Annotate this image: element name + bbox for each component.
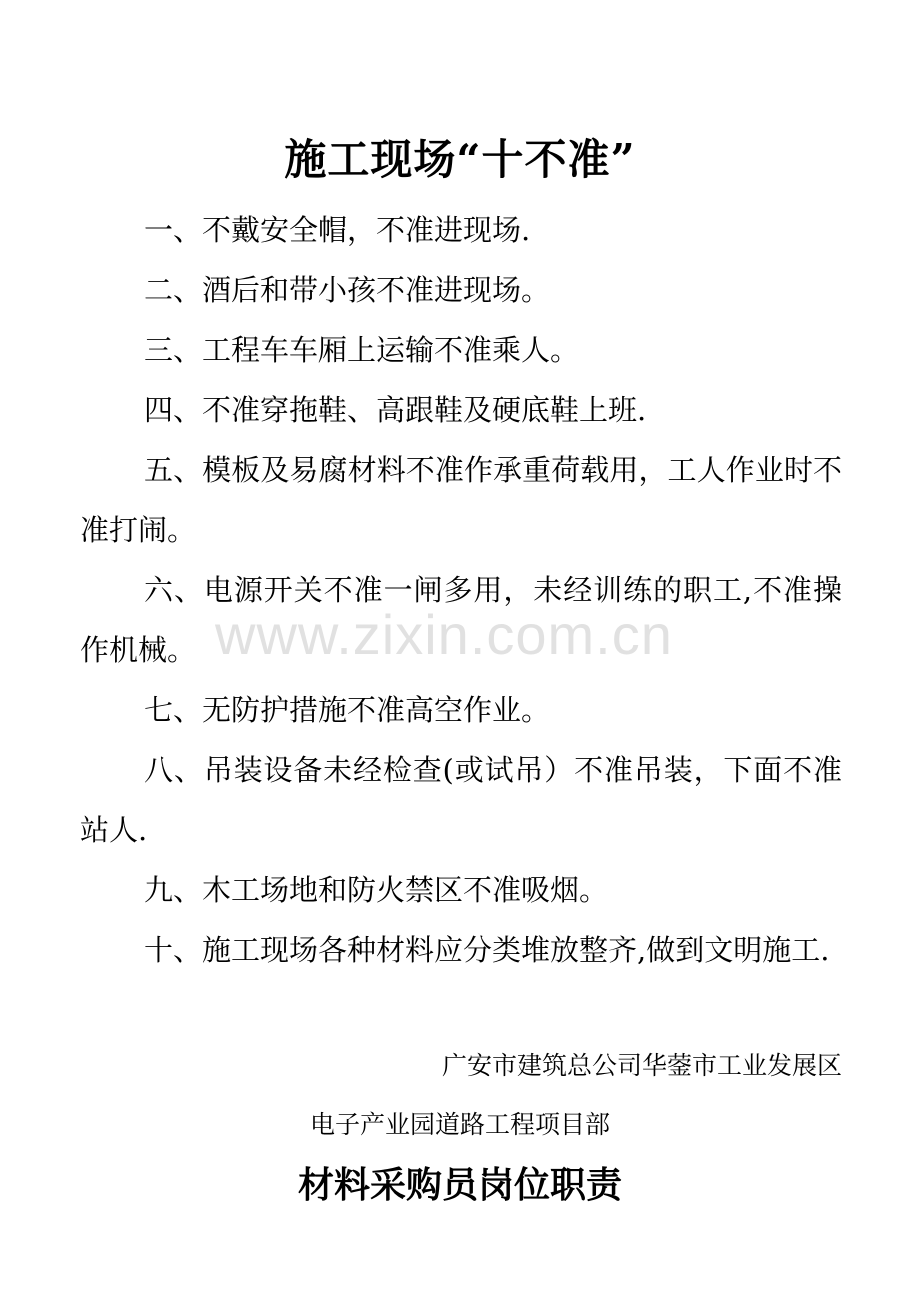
rule-item-3: 三、工程车车厢上运输不准乘人。: [144, 333, 580, 367]
rule-item-1: 一、不戴安全帽，不准进现场.: [144, 213, 531, 247]
project-department: 电子产业园道路工程项目部: [309, 1110, 610, 1139]
rule-item-7: 七、无防护措施不准高空作业。: [144, 693, 551, 727]
rule-item-6: 六、电源开关不准一闸多用，未经训练的职工,不准操作机械。: [80, 573, 842, 667]
rule-item-5: 五、模板及易腐材料不准作承重荷载用，工人作业时不准打闹。: [80, 453, 842, 547]
rules-list: [80, 200, 842, 980]
organization-name: 广安市建筑总公司华蓥市工业发展区: [441, 1051, 842, 1080]
rule-item-9: 九、木工场地和防火禁区不准吸烟。: [144, 873, 609, 907]
watermark: www.zixin.com.cn: [215, 603, 673, 666]
rule-item-2: 二、酒后和带小孩不准进现场。: [144, 273, 551, 307]
rule-item-10: 十、施工现场各种材料应分类堆放整齐,做到文明施工.: [144, 933, 830, 967]
next-section-title: 材料采购员岗位职责: [297, 1164, 622, 1206]
rule-item-4: 四、不准穿拖鞋、高跟鞋及硬底鞋上班.: [144, 393, 647, 427]
rule-item-8: 八、吊装设备未经检查(或试吊）不准吊装，下面不准站人.: [80, 753, 842, 847]
page-title: 施工现场“十不准”: [284, 135, 636, 184]
